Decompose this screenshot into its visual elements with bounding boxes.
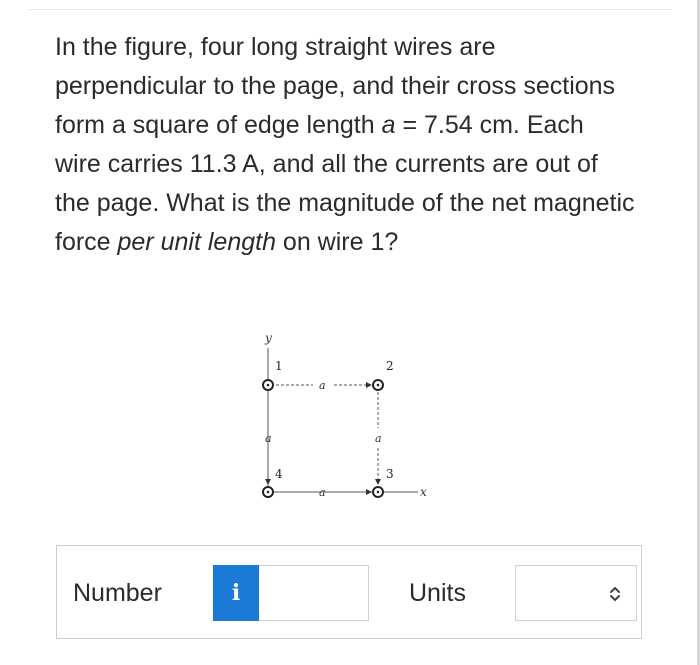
answer-panel xyxy=(56,545,642,639)
info-icon-button[interactable]: i xyxy=(213,565,259,621)
number-input[interactable] xyxy=(259,565,369,621)
right-edge-label: a xyxy=(375,432,382,445)
x-axis-label: x xyxy=(420,485,427,499)
top-divider xyxy=(28,9,672,10)
top-edge-label: a xyxy=(319,379,326,392)
bottom-edge-label: a xyxy=(319,486,326,499)
wire-4-label: 4 xyxy=(275,467,283,481)
wire-4-dot xyxy=(267,491,270,494)
wire-1-label: 1 xyxy=(275,359,283,373)
wire-3-label: 3 xyxy=(386,467,394,481)
left-edge-label: a xyxy=(265,432,272,445)
variable-a: a xyxy=(381,111,396,139)
question-part-3: on wire 1? xyxy=(275,228,399,256)
question-part-2: = 7.54 cm. Each wire carries 11.3 A, and all the currents are out of the page. What is the magnitude of the net magnetic force xyxy=(55,111,635,256)
wire-3-dot xyxy=(377,491,380,494)
units-select[interactable] xyxy=(515,565,637,621)
wire-1-dot xyxy=(267,384,270,387)
emphasis-per-unit-length: per unit length xyxy=(117,228,276,256)
wire-2-dot xyxy=(377,384,380,387)
units-label: Units xyxy=(409,579,466,607)
y-axis-label: y xyxy=(265,331,272,345)
question-text xyxy=(55,28,635,262)
question-part-1: In the figure, four long straight wires are perpendicular to the page, and their cross sections form a square of edge length xyxy=(55,33,616,139)
wire-square-figure xyxy=(248,330,448,505)
figure-svg xyxy=(248,330,448,505)
number-label: Number xyxy=(73,579,162,607)
up-down-chevron-icon xyxy=(608,584,622,604)
wire-2-label: 2 xyxy=(386,359,394,373)
